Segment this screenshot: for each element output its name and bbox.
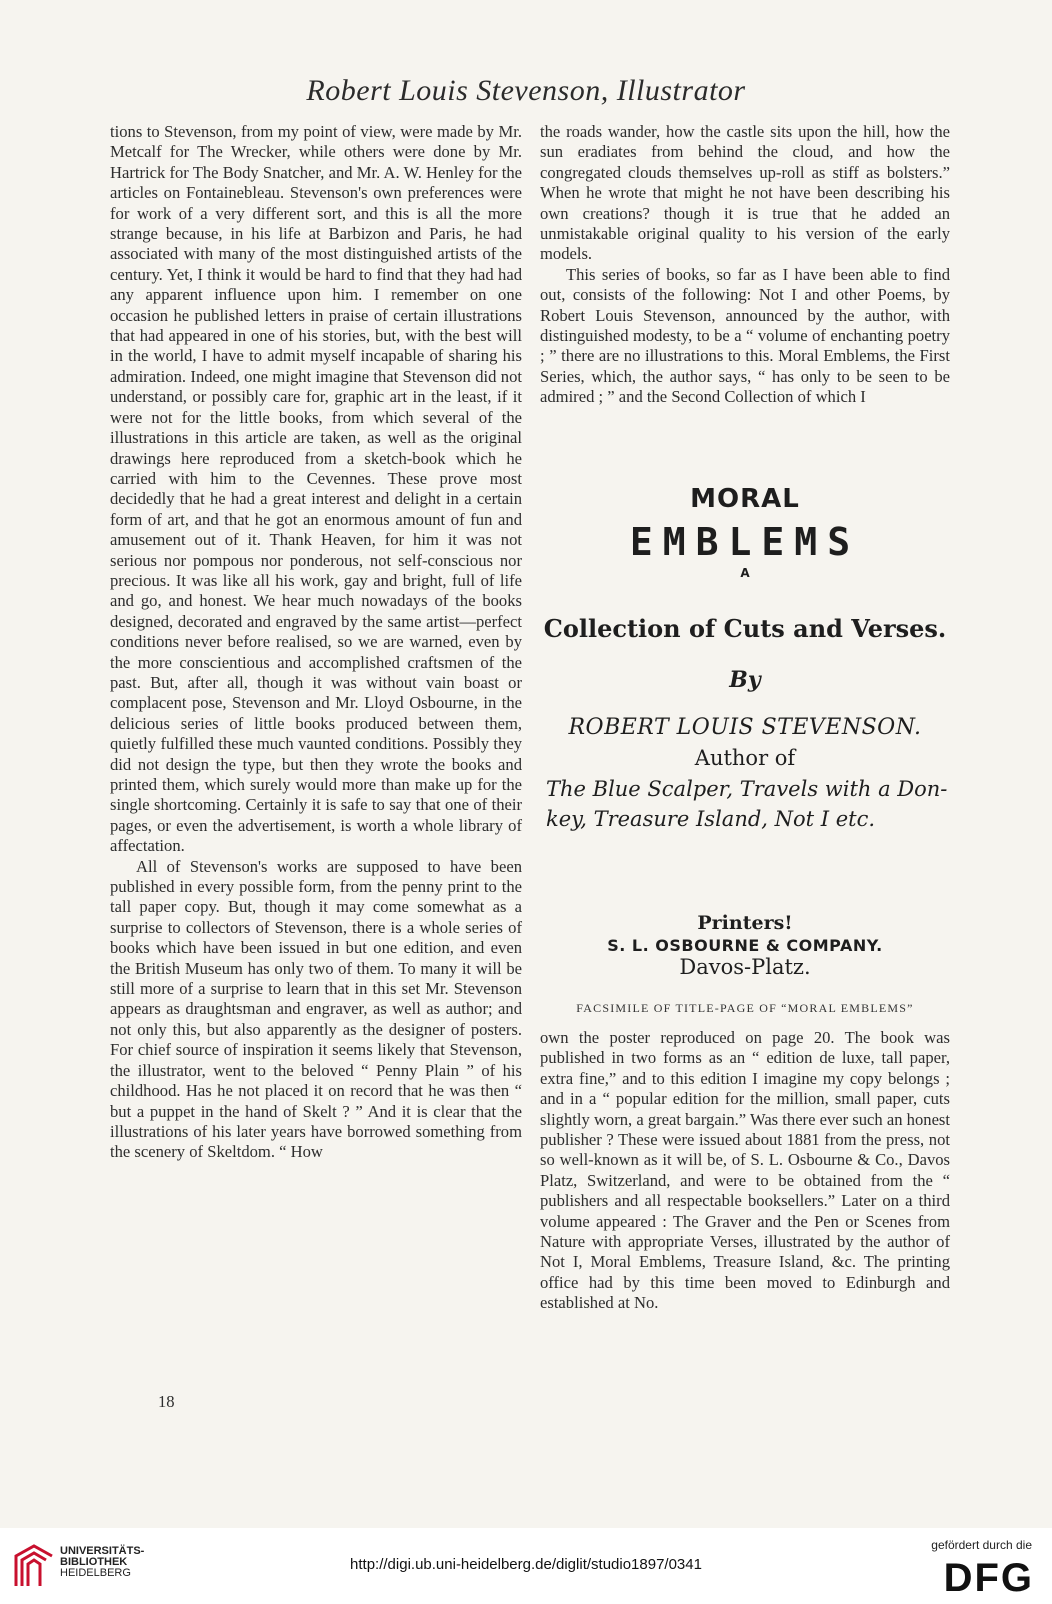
paragraph: the roads wander, how the castle sits upon the hill, how the sun eradiates from behind the cloud, and how the congregated clouds themselves up-roll as stiff as bolsters.” When he wrote that might he not have been describing his own creations? though it is true that he added an unmistakable original quality to his version of the early models. xyxy=(540,122,950,264)
right-text-column-bottom xyxy=(540,1028,950,1314)
facsimile-company: S. L. OSBOURNE & COMPANY. xyxy=(607,936,883,955)
title-page-facsimile xyxy=(540,484,950,1016)
page-number: 18 xyxy=(158,1392,175,1411)
running-head-title: Robert Louis Stevenson, Illustrator xyxy=(306,74,746,107)
paragraph: This series of books, so far as I have been able to find out, consists of the following: Not I and other Poems, by Robert Louis Stevenson, announced by the author, with distinguished modesty, to be a “ volume of enchanting poetry ; ” there are no illustrations to this. Moral Emblems, the First Series, which, the author says, “ has only to be seen to be admired ; ” and the Second Collection of which I xyxy=(540,264,950,407)
library-name-line-2: BIBLIOTHEK xyxy=(60,1556,128,1568)
permalink-url[interactable]: http://digi.ub.uni-heidelberg.de/diglit/studio1897/0341 xyxy=(350,1556,702,1573)
facsimile-works-line-1: The Blue Scalper, Travels with a Don- xyxy=(546,777,948,801)
left-text-column xyxy=(110,122,522,1163)
library-name-line-3: HEIDELBERG xyxy=(60,1567,131,1579)
paragraph: own the poster reproduced on page 20. The book was published in two forms as an “ edition de luxe, tall paper, extra fine,” and to this edition I imagine my copy belongs ; and in a “ popular edition for the million, small paper, cuts slightly worn, a great bargain.” Was there ever such an honest publisher ? These were issued about 1881 from the press, not so well-known as it will be, of S. L. Osbourne & Co., Davos Platz, Switzerland, and were to be obtained from the “ publishers and all respectable booksellers.” Later on a third volume appeared : The Graver and the Pen or Scenes from Nature with appropriate Verses, illustrated by the author of Not I, Moral Emblems, Treasure Island, &c. The printing office had by this time been moved to Edinburgh and established at No. xyxy=(540,1028,950,1313)
facsimile-moral: MORAL xyxy=(690,484,800,514)
paragraph: tions to Stevenson, from my point of view, were made by Mr. Metcalf for The Wrecker, while others were done by Mr. Hartrick for The Body Snatcher, and Mr. A. W. Henley for the articles on Fontainebleau. Stevenson's own preferences were for work of a very different sort, and this is all the more strange because, in his life at Barbizon and Paris, he had associated with many of the most distinguished artists of the century. Yet, I think it would be hard to find that they had had any apparent influence upon him. I remember on one occasion he published letters in praise of certain illustrations that had appeared in one of his stories, but, with the best will in the world, I have to admit myself incapable of sharing his admiration. Indeed, one might imagine that Stevenson did not understand, or possibly care for, graphic art in the least, if it were not for the little books, from which several of the illustrations in this article are taken, as well as the original drawings here reproduced from a sketch-book which he carried with him to the Cevennes. These prove most decidedly that he had a great interest and delight in a certain form of art, and that he got an enormous amount of fun and amusement out of it. Thank Heaven, for him it was not serious nor pompous nor ponderous, not self-conscious nor precious. It was like all his work, gay and bright, full of life and go, and honest. We hear much nowadays of the books designed, decorated and engraved by the same artist—perfect conditions never before realised, so we are warned, even by the more conscientious and accomplished craftsmen of the past. But, after all, though it was without vain boast or complacent pose, Stevenson and Mr. Lloyd Osbourne, in the delicious series of little books produced between them, quietly fulfilled these much vaunted conditions. Possibly they did not design the type, but then they wrote the books and printed them, which surely would more than make up for the single shortcoming. Certainly it is safe to say that one of their pages, or even the advertisement, is worth a whole library of affectation. xyxy=(110,122,522,856)
facsimile-works xyxy=(540,774,950,834)
facsimile-emblems: EMBLEMS xyxy=(629,520,861,564)
library-name-line-1: UNIVERSITÄTS- xyxy=(60,1545,145,1557)
facsimile-author-of: Author of xyxy=(694,746,796,770)
facsimile-works-line-2: key, Treasure Island, Not I etc. xyxy=(546,807,876,831)
paragraph: All of Stevenson's works are supposed to have been published in every possible form, from the penny print to the tall paper copy. But, though it may come somewhat as a surprise to collectors of Stevenson, there is a whole series of books which have been issued in but one edition, and even the British Museum has only two of them. To many it will be still more of a surprise to learn that in this set Mr. Stevenson appears as draughtsman and engraver, as well as author; and not only this, but also apparently as the designer of posters. For chief source of inspiration it seems likely that Stevenson, the illustrator, went to the beloved “ Penny Plain ” of his childhood. Has he not placed it on record that he was then “ but a puppet in the hand of Skelt ? ” And it is clear that the illustrations of his later years have borrowed something from the scenery of Skeltdom. “ How xyxy=(110,856,522,1162)
facsimile-a: A xyxy=(740,566,750,580)
right-text-column-top xyxy=(540,122,950,408)
facsimile-caption: FACSIMILE OF TITLE-PAGE OF “MORAL EMBLEMS” xyxy=(576,1001,914,1015)
digitization-footer xyxy=(0,1528,1052,1604)
facsimile-place: Davos-Platz. xyxy=(679,955,811,979)
facsimile-by: By xyxy=(729,667,761,693)
facsimile-author: ROBERT LOUIS STEVENSON. xyxy=(568,715,922,740)
funded-by-label: gefördert durch die xyxy=(931,1538,1032,1552)
facsimile-printers: Printers! xyxy=(697,912,793,934)
facsimile-collection: Collection of Cuts and Verses. xyxy=(543,614,947,643)
dfg-logo: DFG xyxy=(943,1556,1034,1600)
